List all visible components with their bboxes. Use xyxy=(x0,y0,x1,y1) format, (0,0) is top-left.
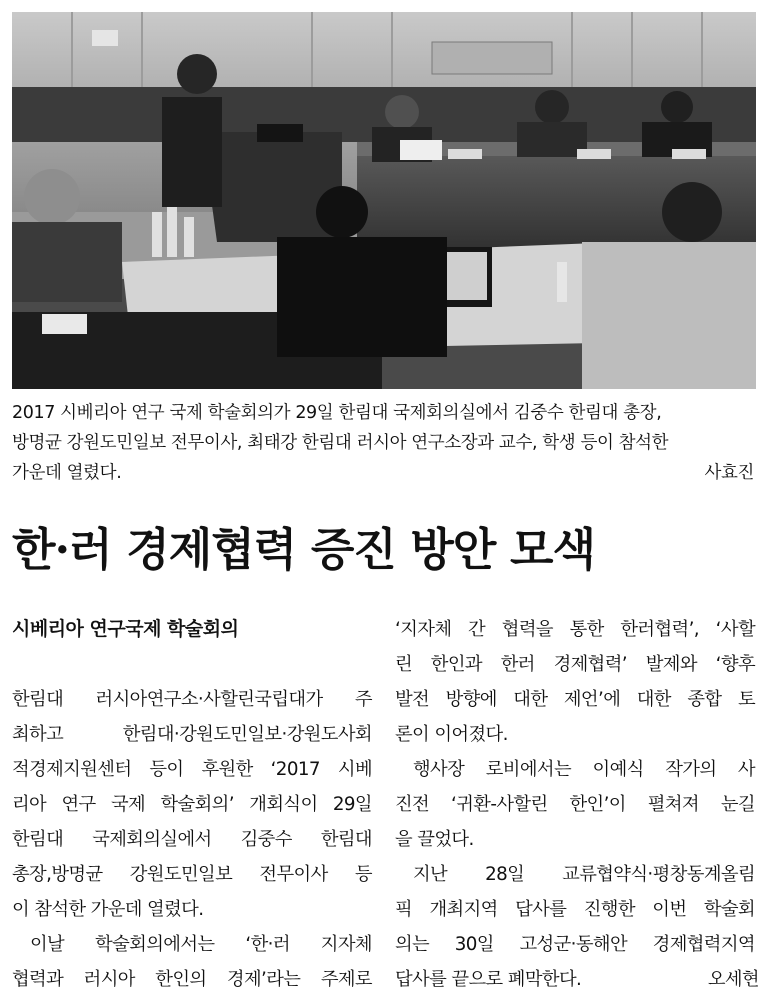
article-column-left xyxy=(12,612,372,987)
body-line: 픽 개최지역 답사를 진행한 이번 학술회 xyxy=(395,899,755,920)
body-line-last xyxy=(395,962,759,987)
body-line: 이 참석한 가운데 열렸다. xyxy=(12,899,204,920)
article-photo xyxy=(12,12,756,389)
body-line: 한림대 국제회의실에서 김중수 한림대 xyxy=(12,829,372,850)
body-line: ‘지자체 간 협력을 통한 한러협력’, ‘사할 xyxy=(395,619,755,640)
byline: 오세현 xyxy=(707,969,759,987)
body-line: 협력과 러시아 한인의 경제’라는 주제로 xyxy=(12,969,372,987)
caption-line: 가운데 열렸다. xyxy=(12,463,122,483)
body-line: 발전 방향에 대한 제언’에 대한 종합 토 xyxy=(395,689,755,710)
photo-caption xyxy=(12,398,756,488)
conference-photo-icon xyxy=(12,12,756,389)
photo-credit: 사효진 xyxy=(704,463,754,483)
body-line: 을 끌었다. xyxy=(395,829,474,850)
body-line: 적경제지원센터 등이 후원한 ‘2017 시베 xyxy=(12,759,372,780)
body-line: 지난 28일 교류협약식·평창동계올림 xyxy=(413,864,755,885)
body-line: 리아 연구 국제 학술회의’ 개회식이 29일 xyxy=(12,794,372,815)
subheadline: 시베리아 연구국제 학술회의 xyxy=(12,618,239,640)
body-line: 총장,방명균 강원도민일보 전무이사 등 xyxy=(12,864,372,885)
body-line: 최하고 한림대·강원도민일보·강원도사회 xyxy=(12,724,372,745)
article-column-right xyxy=(395,612,759,987)
body-line: 이날 학술회의에서는 ‘한·러 지자체 xyxy=(30,934,372,955)
body-line: 의는 30일 고성군·동해안 경제협력지역 xyxy=(395,934,755,955)
caption-line: 방명균 강원도민일보 전무이사, 최태강 한림대 러시아 연구소장과 교수, 학생 등이 참석한 xyxy=(12,433,669,453)
headline: 한·러 경제협력 증진 방안 모색 xyxy=(12,523,595,576)
body-line: 진전 ‘귀환-사할린 한인’이 펼쳐져 눈길 xyxy=(395,794,755,815)
body-line: 린 한인과 한러 경제협력’ 발제와 ‘향후 xyxy=(395,654,755,675)
body-line: 론이 이어졌다. xyxy=(395,724,508,745)
body-line: 한림대 러시아연구소·사할린국립대가 주 xyxy=(12,689,372,710)
body-line: 답사를 끝으로 폐막한다. xyxy=(395,969,582,987)
caption-line: 2017 시베리아 연구 국제 학술회의가 29일 한림대 국제회의실에서 김중수 한림대 총장, xyxy=(12,403,662,423)
body-line: 행사장 로비에서는 이예식 작가의 사 xyxy=(413,759,755,780)
